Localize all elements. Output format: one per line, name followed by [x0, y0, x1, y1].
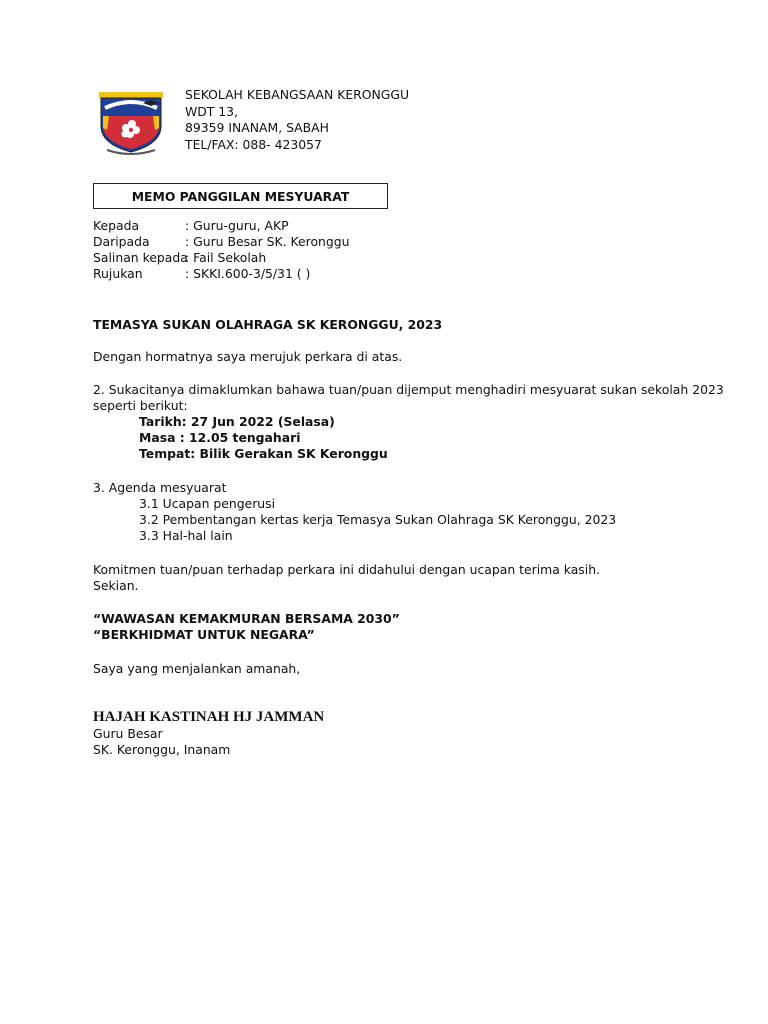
header-value: : SKKI.600-3/5/31 ( ) — [185, 266, 311, 281]
header-key: Salinan kepada — [93, 250, 188, 265]
agenda-item: 3.3 Hal-hal lain — [139, 528, 233, 543]
para2-line-1: 2. Sukacitanya dimaklumkan bahawa tuan/puan dijemput menghadiri mesyuarat sukan sekolah 2023 — [93, 382, 724, 397]
header-key: Kepada — [93, 218, 140, 233]
meeting-date: Tarikh: 27 Jun 2022 (Selasa) — [139, 414, 335, 429]
letterhead — [185, 87, 409, 153]
signatory-name: HAJAH KASTINAH HJ JAMMAN — [93, 709, 325, 725]
trust-line: Saya yang menjalankan amanah, — [93, 661, 301, 676]
school-name: SEKOLAH KEBANGSAAN KERONGGU — [185, 87, 410, 102]
header-value: : Guru-guru, AKP — [185, 218, 289, 233]
closing-line: Komitmen tuan/puan terhadap perkara ini didahului dengan ucapan terima kasih. — [93, 562, 600, 577]
memo-title-box — [93, 183, 388, 209]
header-key: Daripada — [93, 234, 150, 249]
address-line-2: 89359 INANAM, SABAH — [185, 120, 329, 135]
school-crest-icon — [93, 86, 169, 158]
motto-1: “WAWASAN KEMAKMURAN BERSAMA 2030” — [93, 611, 400, 626]
opening-line: Dengan hormatnya saya merujuk perkara di atas. — [93, 349, 403, 364]
motto-2: “BERKHIDMAT UNTUK NEGARA” — [93, 627, 315, 642]
signatory-position: Guru Besar — [93, 726, 163, 741]
memo-title: MEMO PANGGILAN MESYUARAT — [131, 188, 350, 204]
address-line-1: WDT 13, — [185, 103, 239, 119]
header-value: : Fail Sekolah — [185, 250, 267, 265]
agenda-item: 3.2 Pembentangan kertas kerja Temasya Sukan Olahraga SK Keronggu, 2023 — [139, 512, 617, 527]
header-key: Rujukan — [93, 266, 143, 281]
signatory-school: SK. Keronggu, Inanam — [93, 742, 231, 757]
meeting-time: Masa : 12.05 tengahari — [139, 430, 301, 445]
memo-subject: TEMASYA SUKAN OLAHRAGA SK KERONGGU, 2023 — [93, 317, 443, 332]
agenda-heading: 3. Agenda mesyuarat — [93, 480, 227, 495]
sekian-line: Sekian. — [93, 578, 139, 593]
telfax: TEL/FAX: 088- 423057 — [185, 136, 322, 152]
agenda-item: 3.1 Ucapan pengerusi — [139, 496, 276, 511]
meeting-venue: Tempat: Bilik Gerakan SK Keronggu — [139, 446, 388, 461]
header-value: : Guru Besar SK. Keronggu — [185, 234, 350, 249]
para2-line-2: seperti berikut: — [93, 398, 188, 413]
